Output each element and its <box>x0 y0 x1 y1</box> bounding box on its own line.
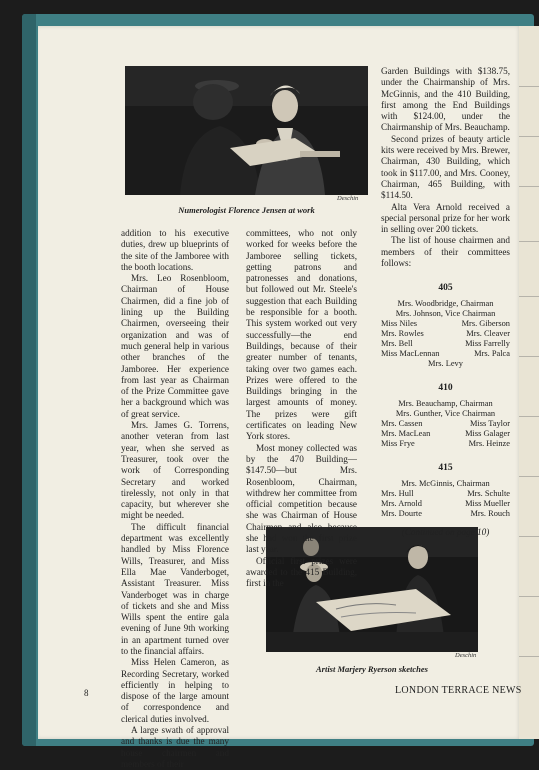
adjacent-page-edge <box>519 26 539 739</box>
committee-405 <box>381 283 510 369</box>
photo-numerologist <box>125 66 368 195</box>
running-title: LONDON TERRACE NEWS <box>395 685 522 696</box>
committee-member: Mrs. Rouch <box>470 509 510 519</box>
photo-credit-top: Deschin <box>337 195 359 202</box>
paragraph: Mrs. Leo Rosenbloom, Chairman of House Chairmen, did a fine job of lining up the Building Chairmen, overseeing their organization and was of much general help in various other branches of the Jamboree. Her experience from last year as Chairman of the Prize Committee gave her a background which was of great service. <box>121 273 229 419</box>
committee-member: Miss Taylor <box>470 419 510 429</box>
page-number: 8 <box>84 688 89 698</box>
committee-number: 415 <box>438 463 453 474</box>
committee-member: Mrs. Levy <box>428 359 463 369</box>
committee-chairman: Mrs. Beauchamp, Chairman <box>398 399 493 409</box>
committee-member: Mrs. Arnold <box>381 499 422 509</box>
paragraph: The list of house chairmen and members of their committees follows: <box>381 235 510 269</box>
committee-member: Mrs. Palca <box>474 349 510 359</box>
paragraph: Second prizes of beauty article kits were received by Mrs. Brewer, Chairman, 430 Building, which took in $117.00, and Mrs. Cooney, Chairman, 465 Building, with $114.50. <box>381 133 510 201</box>
paragraph: committees, who not only worked for weeks before the Jamboree selling tickets, getting patrons and patronesses and donations, but followed out Mr. Steele's suggestion that each Building be responsible for a booth. This system worked out very successfully—the end Buildings, because of their greater number of tenants, taking over two games each. Prizes were offered to the Buildings bringing in the largest amounts of money. The prizes were gift certificates on leading New York stores. <box>246 228 357 442</box>
binding-edge <box>22 14 36 746</box>
committee-member: Mrs. MacLean <box>381 429 431 439</box>
paragraph: Miss Helen Cameron, as Recording Secretary, worked efficiently in helping to dispose of the large amount of correspondence and clerical duties involved. <box>121 657 229 724</box>
paragraph: addition to his executive duties, drew up blueprints of the site of the Jamboree with the booth locations. <box>121 228 229 272</box>
committee-chairman: Mrs. Woodbridge, Chairman <box>397 299 494 309</box>
caption-bottom: Artist Marjery Ryerson sketches <box>315 664 428 674</box>
paragraph: Official first prizes were awarded to the 415 Building, first in the <box>246 555 357 589</box>
committee-member: Miss Mueller <box>465 499 510 509</box>
committee-vice-chairman: Mrs. Johnson, Vice Chairman <box>395 309 496 319</box>
committee-member: Miss Farrelly <box>465 339 510 349</box>
committee-member: Miss MacLennan <box>381 349 440 359</box>
committee-410 <box>381 383 510 449</box>
paragraph: Most money collected was by the 470 Building—$147.50—but Mrs. Rosenbloom, Chairman, withdrew her committee from official competition because she was Chairman of House Chairmen and also because she had won the first prize last year. <box>246 442 357 555</box>
continued-note: (Continued on page 10) <box>401 527 490 538</box>
committee-vice-chairman: Mrs. Gunther, Vice Chairman <box>395 409 496 419</box>
committee-member: Mrs. Heinze <box>468 439 510 449</box>
paragraph: A large swath of approval and thanks is due the many house chairmen and members of their <box>121 725 229 769</box>
committee-member: Mrs. Cassen <box>381 419 423 429</box>
committee-chairman: Mrs. McGinnis, Chairman <box>401 479 490 489</box>
paragraph: The difficult financial department was excellently handled by Miss Florence Wills, Treasurer, and Miss Ella Mae Vanderboget, Assistant Treasurer. Miss Vanderboget was in charge of tickets and she and Miss Wills spent the entire gala evening of June 9th working in an apartment turned over to the financial affairs. <box>121 521 229 656</box>
paragraph: Alta Vera Arnold received a special personal prize for her work in selling over 200 tickets. <box>381 201 510 235</box>
committee-415 <box>381 463 510 519</box>
committee-number: 410 <box>438 383 453 394</box>
committee-member: Mrs. Rowles <box>381 329 424 339</box>
column-1 <box>121 228 229 770</box>
photo-credit-bottom: Deschin <box>455 652 477 659</box>
committee-number: 405 <box>438 283 453 294</box>
paragraph: Garden Buildings with $138.75, under the Chairmanship of Mrs. McGinnis, and the 410 Building, first among the End Buildings with $124.00, under the Chairmanship of Mrs. Beauchamp. <box>381 66 510 133</box>
committee-member: Mrs. Bell <box>381 339 413 349</box>
paragraph: Mrs. James G. Torrens, another veteran from last year, when she served as Treasurer, took over the work of Corresponding Secretary and worked tirelessly, not only in that capacity, but wherever she might be needed. <box>121 420 229 521</box>
committee-member: Mrs. Schulte <box>467 489 510 499</box>
committee-member: Miss Frye <box>381 439 415 449</box>
committee-member: Mrs. Giberson <box>461 319 510 329</box>
committee-member: Miss Niles <box>381 319 418 329</box>
column-2 <box>246 228 357 590</box>
committee-member: Miss Galager <box>465 429 510 439</box>
caption-top: Numerologist Florence Jensen at work <box>178 205 315 215</box>
column-3 <box>381 66 510 539</box>
committee-member: Mrs. Cleaver <box>466 329 510 339</box>
committee-member: Mrs. Dourte <box>381 509 422 519</box>
committee-member: Mrs. Hull <box>381 489 414 499</box>
